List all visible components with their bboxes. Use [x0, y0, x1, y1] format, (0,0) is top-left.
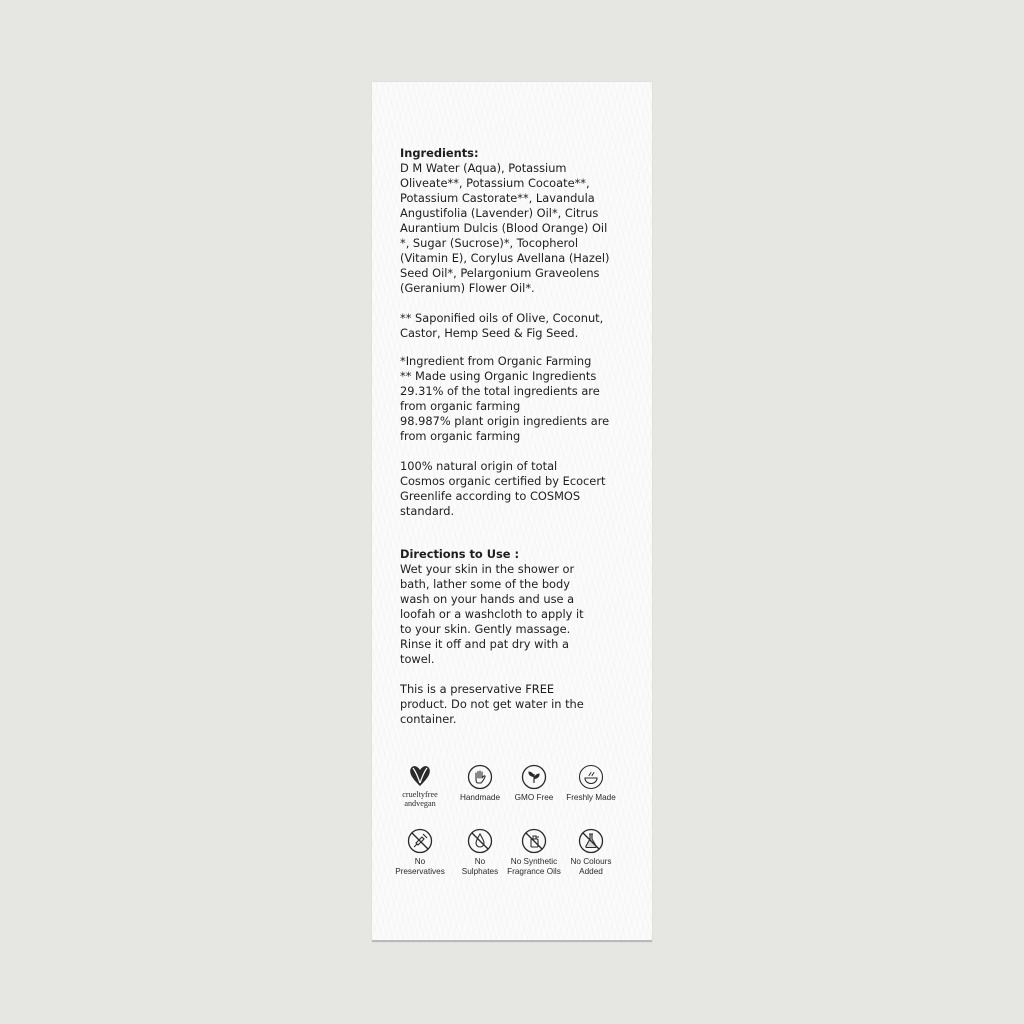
saponified-note: ** Saponified oils of Olive, Coconut, Castor, Hemp Seed & Fig Seed. — [400, 311, 604, 340]
bowl-icon — [578, 764, 604, 790]
preservative-note: This is a preservative FREE product. Do not get water in the container. — [400, 682, 584, 726]
organic-notes: *Ingredient from Organic Farming ** Made using Organic Ingredients 29.31% of the total ingredients are from organic farming 98.987% plant origin ingredients are from organic farming — [400, 354, 610, 443]
leaf-icon — [521, 764, 547, 790]
badge-label: crueltyfree andvegan — [402, 790, 438, 808]
ingredients-heading: Ingredients: — [400, 146, 479, 160]
no-drop-icon — [467, 828, 493, 854]
badge-label: Handmade — [459, 793, 501, 802]
badge-label: No Colours Added — [570, 857, 612, 876]
no-spray-icon — [521, 828, 547, 854]
no-flask-icon — [578, 828, 604, 854]
badge-label: GMO Free — [514, 793, 554, 802]
label-text — [400, 146, 632, 727]
badge-label: Freshly Made — [566, 793, 616, 802]
directions-heading: Directions to Use : — [400, 547, 519, 561]
directions-text: Wet your skin in the shower or bath, lather some of the body wash on your hands and use a loofah or a washcloth to apply it to your skin. Gently massage. Rinse it off and pat dry with a towel. — [400, 562, 584, 666]
ingredients-list: D M Water (Aqua), Potassium Oliveate**, Potassium Cocoate**, Potassium Castorate**, Lavandula Angustifolia (Lavender) Oil*, Citrus Aurantium Dulcis (Blood Orange) Oil *, Sugar (Sucrose)*, Tocopherol (Vitamin E), Corylus Avellana (Hazel) Seed Oil*, Pelargonium Graveolens (Geranium) Flower Oil*. — [400, 161, 610, 295]
badge-freshly-made — [555, 764, 627, 803]
certification-note: 100% natural origin of total Cosmos organic certified by Ecocert Greenlife according to COSMOS standard. — [400, 459, 606, 518]
badge-label: No Synthetic Fragrance Oils — [507, 857, 561, 876]
badge-label: No Preservatives — [395, 857, 445, 876]
no-dropper-icon — [407, 828, 433, 854]
hand-icon — [467, 764, 493, 790]
badge-label: No Sulphates — [461, 857, 499, 876]
heart-leaf-icon — [407, 762, 433, 788]
product-box-side-panel — [372, 82, 652, 942]
badge-no-colours — [555, 828, 627, 876]
